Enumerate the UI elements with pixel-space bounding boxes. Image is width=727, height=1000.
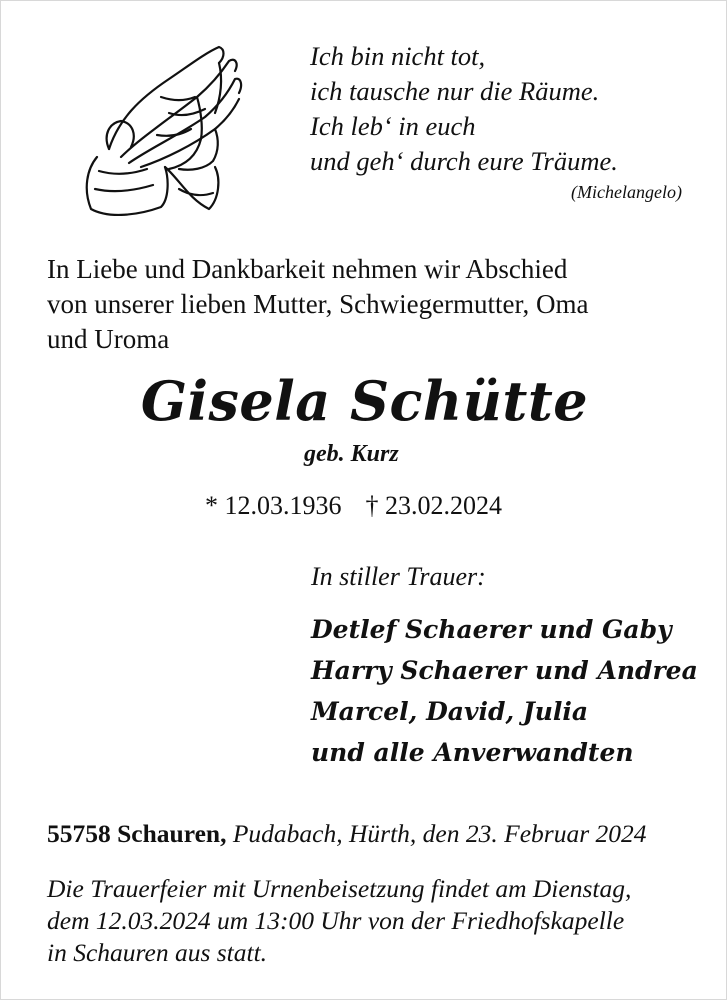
- mourner-line: Detlef Schaerer und Gaby: [311, 615, 672, 644]
- poem-line: Ich leb‘ in euch: [310, 111, 476, 141]
- poem-line: Ich bin nicht tot,: [310, 41, 486, 71]
- maiden-name: geb. Kurz: [304, 441, 399, 467]
- life-dates: [205, 491, 502, 521]
- mourner-line: Harry Schaerer und Andrea: [311, 656, 698, 685]
- intro-line: In Liebe und Dankbarkeit nehmen wir Abschied: [47, 254, 568, 284]
- poem-line: ich tausche nur die Räume.: [310, 76, 600, 106]
- mourners-list: [311, 609, 698, 773]
- intro-line: von unserer lieben Mutter, Schwiegermutter, Oma: [47, 289, 589, 319]
- funeral-info: [47, 873, 631, 969]
- birth-date: * 12.03.1936: [205, 491, 342, 520]
- deceased-name: Gisela Schütte: [140, 369, 589, 433]
- funeral-line: in Schauren aus statt.: [47, 938, 268, 967]
- praying-hands-icon: [69, 39, 255, 221]
- place-date-line: [47, 819, 647, 849]
- poem-author: (Michelangelo): [571, 182, 682, 202]
- place-rest: Pudabach, Hürth, den 23. Februar 2024: [226, 819, 647, 848]
- funeral-line: Die Trauerfeier mit Urnenbeisetzung findet am Dienstag,: [47, 874, 632, 903]
- place-location: 55758 Schauren,: [47, 819, 227, 848]
- intro-line: und Uroma: [47, 324, 170, 354]
- poem-line: und geh‘ durch eure Träume.: [310, 146, 618, 176]
- poem: [310, 39, 710, 179]
- mourner-line: Marcel, David, Julia: [311, 697, 589, 726]
- mourning-label: In stiller Trauer:: [311, 562, 486, 591]
- death-date: † 23.02.2024: [365, 491, 502, 520]
- funeral-line: dem 12.03.2024 um 13:00 Uhr von der Friedhofskapelle: [47, 906, 625, 935]
- mourner-line: und alle Anverwandten: [311, 738, 634, 767]
- intro-text: [47, 252, 707, 357]
